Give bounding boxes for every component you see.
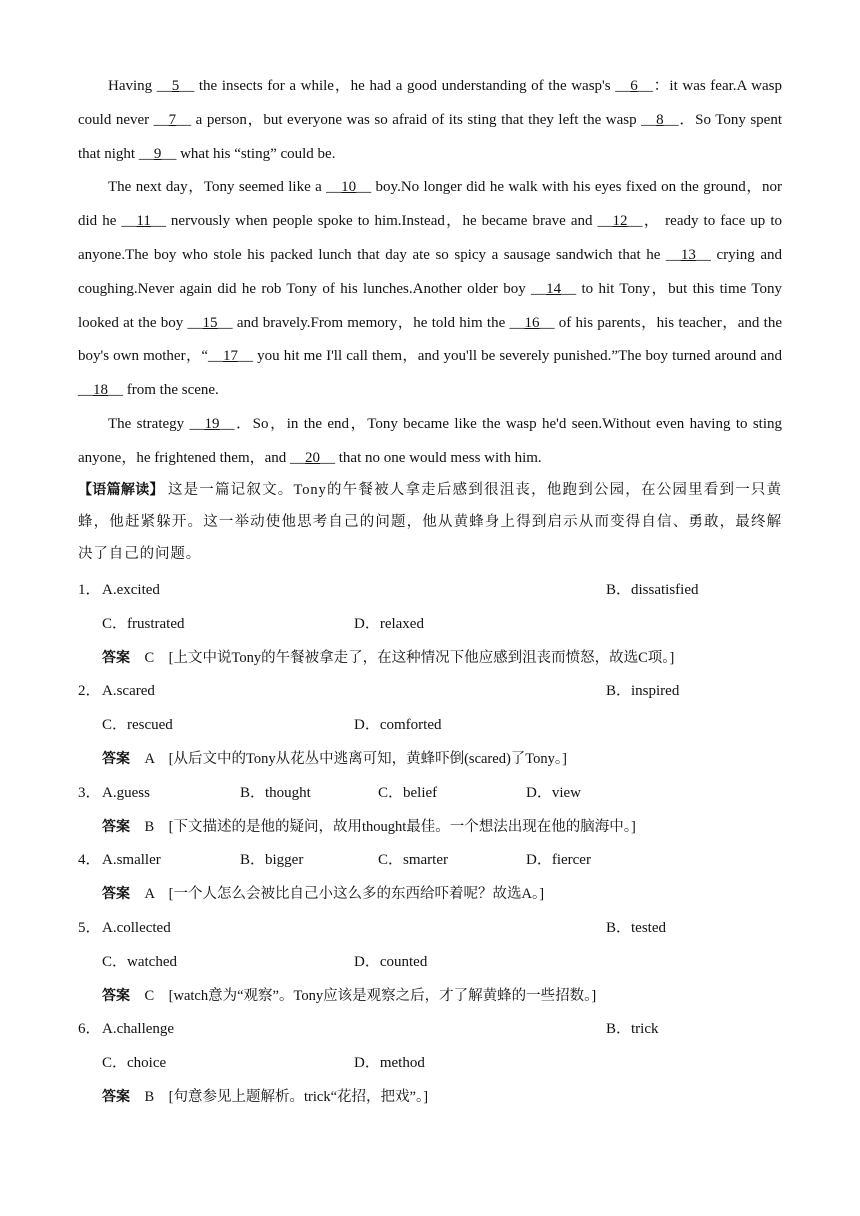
passage-text: The strategy __ <box>108 415 205 432</box>
blank-number: 5 <box>171 78 180 94</box>
question-options-row <box>78 709 782 743</box>
option: C．smarter <box>378 852 448 869</box>
option: A.excited <box>102 582 160 598</box>
option: D．method <box>354 1055 425 1072</box>
option: A.collected <box>102 919 171 936</box>
question-list <box>78 574 782 1115</box>
question-options-row <box>78 844 782 878</box>
option: A.guess <box>102 784 150 801</box>
passage-text: __ boy.No longer did he walk with his eyes fixed on the ground，nor did he __ <box>78 179 782 230</box>
answer-line <box>78 878 782 912</box>
passage-text: __ to hit Tony，but this time Tony looked at the boy __ <box>78 280 782 331</box>
answer-label: 答案 <box>102 1088 130 1105</box>
option: D．view <box>526 784 581 801</box>
blank-number: 13 <box>680 246 696 263</box>
question-number: 3． <box>78 784 101 801</box>
option: D．comforted <box>354 717 442 734</box>
passage-text: __ what his “sting” could be. <box>161 145 336 162</box>
answer-label: 答案 <box>102 750 130 767</box>
answer-line <box>78 811 782 845</box>
option: D．fiercer <box>526 852 591 869</box>
passage-text: __ crying and coughing.Never again did he rob Tony of his lunches.Another older boy __ <box>78 246 782 297</box>
passage-text: __：it was fear.A wasp could never __ <box>78 78 782 128</box>
passage-text: __ a person，but everyone was so afraid of its sting that they left the wasp __ <box>176 111 657 128</box>
question-options-row <box>78 1047 782 1081</box>
answer-explanation: A [从后文中的Tony从花丛中逃离可知，黄蜂吓倒(scared)了Tony。] <box>130 750 567 767</box>
answer-label: 答案 <box>102 649 130 666</box>
passage <box>78 70 782 476</box>
option: A.smaller <box>102 852 161 869</box>
answer-explanation: C [上文中说Tony的午餐被拿走了，在这种情况下他应感到沮丧而愤怒，故选C项。] <box>130 649 675 666</box>
blank-number: 16 <box>524 314 540 331</box>
passage-text: __， ready to face up to anyone.The boy who stole his packed lunch that day ate so spicy a sausage sandwich that he __ <box>78 213 782 263</box>
question-options-row <box>78 675 782 709</box>
option: B．tested <box>606 919 666 936</box>
analysis-text: 这是一篇记叙文。Tony的午餐被人拿走后感到很沮丧，他跑到公园，在公园里看到一只黄蜂，他赶紧躲开。这一举动使他思考自己的问题，他从黄蜂身上得到启示从而变得自信、勇敢，最终解决了自己的问题。 <box>78 482 783 562</box>
question-number: 2． <box>78 683 101 700</box>
option: C．rescued <box>102 717 173 734</box>
blank-number: 17 <box>222 348 238 365</box>
passage-text: __ you hit me I'll call them，and you'll be severely punished.”The boy turned around and __ <box>78 348 782 399</box>
question-number: 5． <box>78 919 101 936</box>
passage-paragraph-3 <box>78 408 782 476</box>
question-options-row <box>78 1013 782 1047</box>
question-options-row <box>78 608 782 642</box>
option: C．belief <box>378 784 438 801</box>
blank-number: 20 <box>305 449 321 466</box>
answer-label: 答案 <box>102 818 130 835</box>
option: A.challenge <box>102 1021 175 1038</box>
blank-number: 9 <box>153 145 162 162</box>
answer-line <box>78 642 782 676</box>
question-number: 1． <box>78 582 101 598</box>
answer-line <box>78 1081 782 1115</box>
question-options-row <box>78 946 782 980</box>
answer-label: 答案 <box>102 987 130 1004</box>
option: B．thought <box>240 784 311 801</box>
answer-line <box>78 980 782 1014</box>
analysis-label: 【语篇解读】 <box>78 482 164 498</box>
passage-text: __．So Tony spent that night __ <box>78 111 782 162</box>
option: C．watched <box>102 953 177 970</box>
question-options-row <box>78 574 782 608</box>
option: B．trick <box>606 1021 659 1038</box>
passage-paragraph-2 <box>78 171 782 408</box>
passage-text: __ of his parents，his teacher，and the boy's own mother，“__ <box>78 314 782 365</box>
passage-text: The next day，Tony seemed like a __ <box>108 179 342 196</box>
option: D．relaxed <box>354 615 424 632</box>
option: C．choice <box>102 1055 167 1072</box>
discourse-analysis <box>78 474 782 570</box>
blank-number: 10 <box>341 179 357 196</box>
passage-text: __．So，in the end，Tony became like the wasp he'd seen.Without even having to sting anyone，he frightened them，and __ <box>78 415 783 466</box>
question-number: 6． <box>78 1021 101 1038</box>
blank-number: 14 <box>546 280 562 297</box>
answer-explanation: A [一个人怎么会被比自己小这么多的东西给吓着呢？故选A。] <box>130 886 545 903</box>
question-options-row <box>78 912 782 946</box>
answer-explanation: B [下文描述的是他的疑问，故用thought最佳。一个想法出现在他的脑海中。] <box>130 818 636 835</box>
blank-number: 7 <box>168 111 177 128</box>
option: B．inspired <box>606 683 680 700</box>
option: A.scared <box>102 683 155 700</box>
passage-text: __ the insects for a while，he had a good understanding of the wasp's __ <box>179 78 631 94</box>
question-options-row <box>78 777 782 811</box>
blank-number: 6 <box>630 78 638 94</box>
option: B．dissatisfied <box>606 582 699 598</box>
answer-explanation: B [句意参见上题解析。trick“花招，把戏”。] <box>130 1088 429 1105</box>
passage-text: __ from the scene. <box>108 382 219 399</box>
blank-number: 18 <box>93 382 108 399</box>
passage-text: __ that no one would mess with him. <box>320 449 542 466</box>
answer-explanation: C [watch意为“观察”。Tony应该是观察之后，才了解黄蜂的一些招数。] <box>130 987 597 1004</box>
blank-number: 15 <box>202 314 218 331</box>
option: B．bigger <box>240 852 304 869</box>
option: C．frustrated <box>102 615 185 632</box>
blank-number: 19 <box>204 415 220 432</box>
passage-paragraph-1 <box>78 70 782 171</box>
answer-line <box>78 743 782 777</box>
blank-number: 12 <box>612 213 628 230</box>
passage-text: __ and bravely.From memory，he told him the __ <box>217 314 525 331</box>
option: D．counted <box>354 953 428 970</box>
question-number: 4． <box>78 852 101 869</box>
blank-number: 11 <box>136 213 151 230</box>
passage-text: Having __ <box>108 78 172 94</box>
passage-text: __ nervously when people spoke to him.Instead，he became brave and __ <box>150 213 613 230</box>
blank-number: 8 <box>656 111 664 128</box>
answer-label: 答案 <box>102 886 130 903</box>
